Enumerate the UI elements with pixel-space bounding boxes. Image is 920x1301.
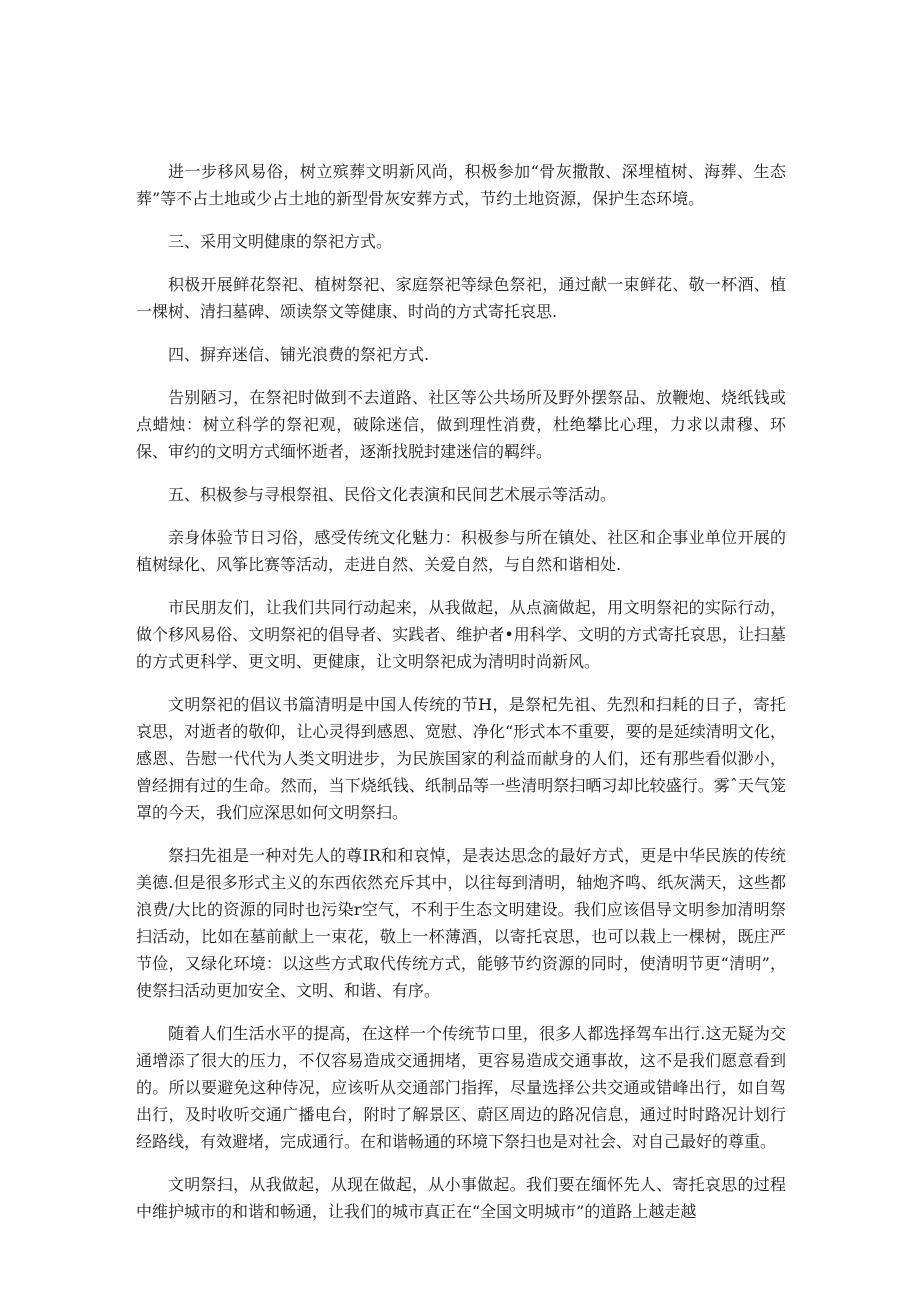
paragraph-traffic: 随着人们生活水平的提高，在这样一个传统节口里，很多人都选择驾车出行.这无疑为交通增添了很大的压力，不仅容易造成交通拥堵，更容易造成交通事故，这不是我们愿意看到的。所以要避免这种侍况，应该听从交通部门指挥，尽量选择公共交通或错峰出行，如自驾出行，及时收听交通广播电台，附时了解景区、蔚区周边的路况信息，通过时时路况计划行经路线，有效避堵，完成通行。在和谐畅通的环境下祭扫也是对社会、对自己最好的尊重。 bbox=[136, 1024, 786, 1151]
heading-section-4: 四、摒弃迷信、铺光浪费的祭祀方式. bbox=[168, 345, 430, 364]
paragraph-proposal-intro: 文明祭祀的倡议书篇清明是中国人传统的节H，是祭杞先祖、先烈和扫耗的日子，寄托哀思，对逝者的敬仰，让心灵得到感恩、宽慰、净化“形式本不重要，要的是延续清明文化，感恩、告慰一代代为人类文明进步，为民族国家的利益而献身的人们，还有那些看似渺小，曾经拥有过的生命。然而，当下烧纸钱、纸制品等一些清明祭扫晒习却比较盛行。雾ˆ天气笼罩的今天，我们应深思如何文明祭扫。 bbox=[136, 695, 786, 822]
heading-section-5: 五、积极参与寻根祭祖、民俗文化表演和民间艺术展示等活动。 bbox=[168, 485, 617, 504]
paragraph-green-sacrifice: 积极开展鲜花祭祀、植树祭祀、家庭祭祀等绿色祭祀，通过献一束鲜花、敬一杯酒、植一棵树、清扫墓碑、颂读祭文等健康、时尚的方式寄托哀思. bbox=[136, 275, 786, 321]
paragraph-abandon-customs: 告别陋习，在祭祀时做到不去道路、社区等公共场所及野外摆祭品、放鞭炮、烧纸钱或点蜡烛：树立科学的祭祀观，破除迷信，做到理性消费，杜绝攀比心理，力求以肃穆、环保、审约的文明方式缅怀逝者，逐渐找脱封建迷信的羁绊。 bbox=[136, 388, 786, 461]
paragraph-call-to-action: 市民朋友们，让我们共同行动起来，从我做起，从点滴做起，用文明祭祀的实际行动，做个移风易俗、文明祭祀的倡导者、实践者、维护者•用科学、文明的方式寄托哀思，让扫墓的方式更科学、更文明、更健康，让文明祭祀成为清明时尚新风。 bbox=[136, 598, 786, 671]
paragraph-folk-activities: 亲身体验节日习俗，感受传统文化魅力：积极参与所在镇处、社区和企事业单位开展的植树绿化、风筝比赛等活动，走进自然、关爱自然，与自然和谐相处. bbox=[136, 528, 786, 574]
paragraph-ancestor-worship: 祭扫先祖是一种对先人的尊IR和和哀悼，是表达思念的最好方式，更是中华民族的传统美德.但是很多形式主义的东西依然充斥其中，以往每到清明，轴炮齐鸣、纸灰满天，这些都浪费/大比的资源的同时也污染r空气，不利于生态文明建设。我们应该倡导文明参加清明祭扫活动，比如在墓前献上一束花，敬上一杯薄酒，以寄托哀思，也可以栽上一棵树，既庄严节俭，又绿化环境：以这些方式取代传统方式，能够节约资源的同时，使清明节更“清明”，使祭扫活动更加安全、文明、和谐、有序。 bbox=[136, 846, 786, 1000]
heading-section-3: 三、采用文明健康的祭祀方式。 bbox=[168, 232, 393, 251]
document-body bbox=[136, 158, 786, 1241]
paragraph-burial-reform: 进一步移风易俗，树立殡葬文明新风尚，积极参加“骨灰撒散、深埋植树、海葬、生态葬”等不占土地或少占土地的新型骨灰安葬方式，节约土地资源，保护生态环境。 bbox=[136, 162, 786, 208]
paragraph-closing: 文明祭扫，从我做起，从现在做起，从小事做起。我们要在缅怀先人、寄托哀思的过程中维护城市的和谐和畅通，让我们的城市真正在“全国文明城市”的道路上越走越 bbox=[136, 1175, 786, 1221]
